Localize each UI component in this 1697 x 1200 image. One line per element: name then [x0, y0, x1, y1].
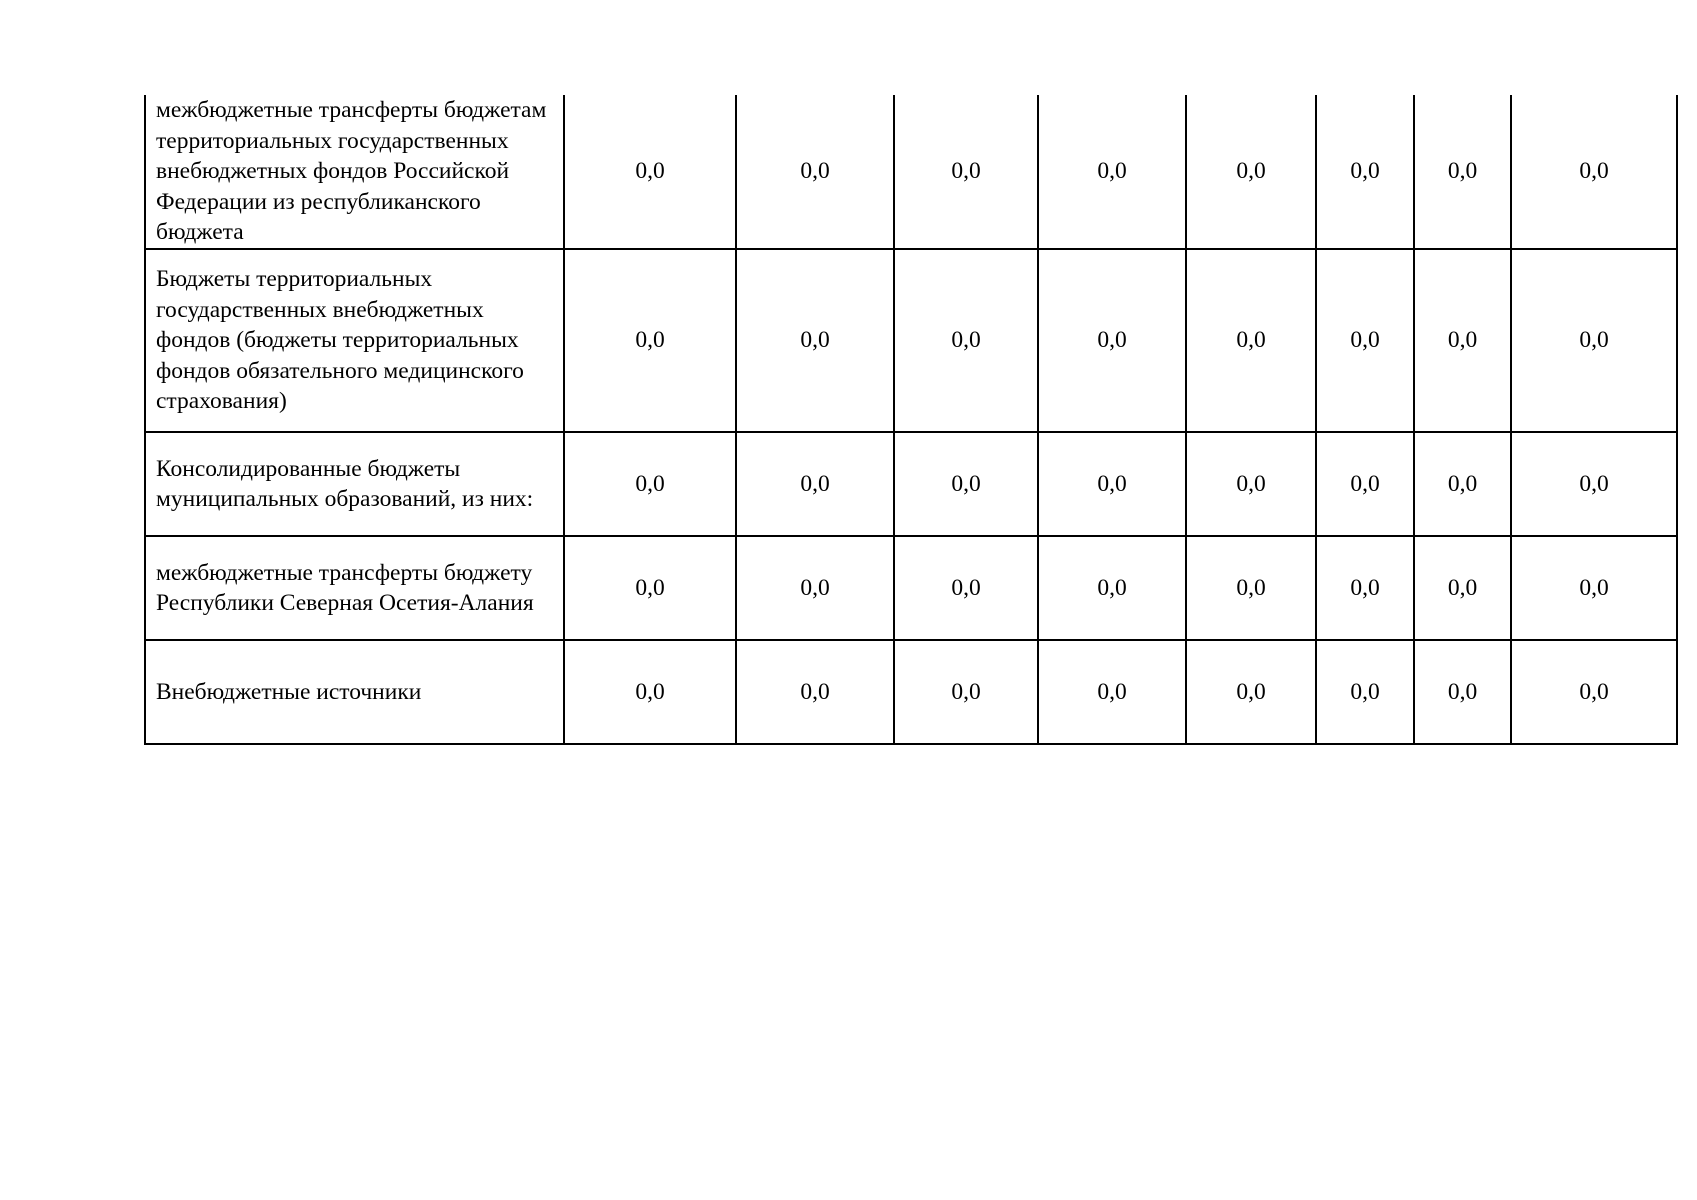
value-cell: 0,0: [1316, 249, 1414, 432]
row-label: Внебюджетные источники: [145, 640, 564, 744]
value-cell: 0,0: [894, 640, 1038, 744]
value-cell: 0,0: [1414, 536, 1511, 640]
value-cell: 0,0: [736, 249, 894, 432]
value-cell: 0,0: [894, 95, 1038, 249]
table-row: [145, 536, 1677, 640]
value-cell: 0,0: [1414, 249, 1511, 432]
value-cell: 0,0: [736, 432, 894, 536]
row-label: Консолидированные бюджеты муниципальных образований, из них:: [145, 432, 564, 536]
value-cell: 0,0: [1511, 640, 1677, 744]
value-cell: 0,0: [1316, 536, 1414, 640]
value-cell: 0,0: [1414, 95, 1511, 249]
value-cell: 0,0: [894, 432, 1038, 536]
row-label: межбюджетные трансферты бюджету Республики Северная Осетия-Алания: [145, 536, 564, 640]
value-cell: 0,0: [1038, 432, 1186, 536]
value-cell: 0,0: [1316, 95, 1414, 249]
value-cell: 0,0: [1414, 432, 1511, 536]
value-cell: 0,0: [1038, 249, 1186, 432]
table-row: [145, 95, 1677, 249]
value-cell: 0,0: [894, 536, 1038, 640]
value-cell: 0,0: [564, 640, 736, 744]
value-cell: 0,0: [1186, 95, 1316, 249]
row-label: межбюджетные трансферты бюджетам территориальных государственных внебюджетных фондов Российской Федерации из республиканского бюджета: [145, 95, 564, 249]
value-cell: 0,0: [1186, 432, 1316, 536]
value-cell: 0,0: [894, 249, 1038, 432]
row-label: Бюджеты территориальных государственных внебюджетных фондов (бюджеты территориальных фондов обязательного медицинского страхования): [145, 249, 564, 432]
value-cell: 0,0: [736, 536, 894, 640]
value-cell: 0,0: [1038, 95, 1186, 249]
table-row: [145, 640, 1677, 744]
table-row: [145, 432, 1677, 536]
value-cell: 0,0: [1038, 536, 1186, 640]
value-cell: 0,0: [1511, 536, 1677, 640]
table-row: [145, 249, 1677, 432]
value-cell: 0,0: [1414, 640, 1511, 744]
budget-table: [144, 95, 1678, 745]
value-cell: 0,0: [1186, 640, 1316, 744]
value-cell: 0,0: [736, 95, 894, 249]
value-cell: 0,0: [564, 249, 736, 432]
value-cell: 0,0: [1186, 536, 1316, 640]
value-cell: 0,0: [1316, 432, 1414, 536]
value-cell: 0,0: [1316, 640, 1414, 744]
value-cell: 0,0: [564, 536, 736, 640]
value-cell: 0,0: [1511, 95, 1677, 249]
value-cell: 0,0: [1511, 432, 1677, 536]
value-cell: 0,0: [564, 95, 736, 249]
value-cell: 0,0: [564, 432, 736, 536]
value-cell: 0,0: [1038, 640, 1186, 744]
value-cell: 0,0: [736, 640, 894, 744]
value-cell: 0,0: [1511, 249, 1677, 432]
value-cell: 0,0: [1186, 249, 1316, 432]
